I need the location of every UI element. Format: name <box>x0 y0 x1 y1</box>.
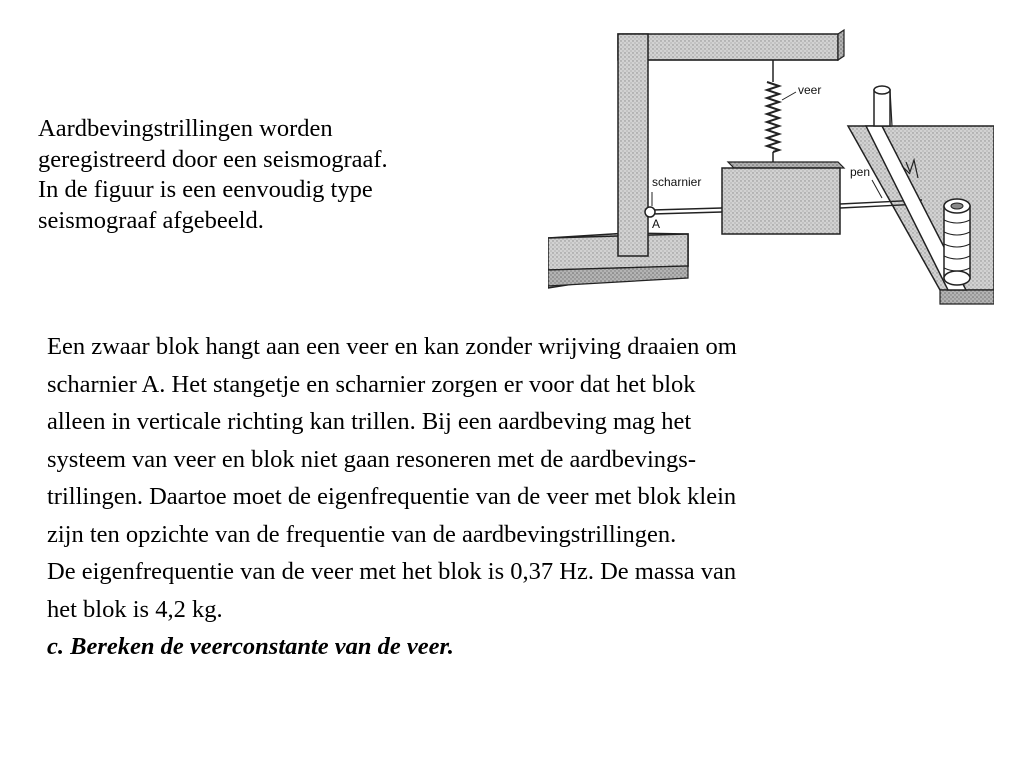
intro-line: seismograaf afgebeeld. <box>38 206 264 234</box>
label-spring: veer <box>798 83 822 97</box>
intro-line: geregistreerd door een seismograaf. <box>38 145 388 173</box>
hinge <box>645 207 655 217</box>
intro-text <box>38 114 538 236</box>
body-line: het blok is 4,2 kg. <box>47 595 223 623</box>
block <box>722 162 844 234</box>
spring <box>765 60 781 178</box>
body-line: De eigenfrequentie van de veer met het blok is 0,37 Hz. De massa van <box>47 558 737 585</box>
label-point-a: A <box>652 217 661 231</box>
paper-drum <box>944 199 970 285</box>
body-line: alleen in verticale richting kan trillen. Bij een aardbeving mag het <box>47 408 692 435</box>
body-text <box>47 328 1007 666</box>
body-line: scharnier A. Het stangetje en scharnier zorgen er voor dat het blok <box>47 370 696 398</box>
body-line: systeem van veer en blok niet gaan resoneren met de aardbevings- <box>47 445 696 473</box>
intro-line: In de figuur is een eenvoudig type <box>38 176 373 203</box>
upper-roller <box>874 86 890 126</box>
body-line: trillingen. Daartoe moet de eigenfrequentie van de veer met blok klein <box>47 483 737 510</box>
body-line: Een zwaar blok hangt aan een veer en kan zonder wrijving draaien om <box>47 333 737 360</box>
intro-line: Aardbevingstrillingen worden <box>38 115 333 142</box>
label-pen: pen <box>850 165 871 179</box>
label-hinge: scharnier <box>652 175 702 189</box>
seismograph-figure <box>548 28 994 306</box>
body-line: zijn ten opzichte van de frequentie van de aardbevingstrillingen. <box>47 520 677 548</box>
question: c. Bereken de veerconstante van de veer. <box>47 633 454 660</box>
